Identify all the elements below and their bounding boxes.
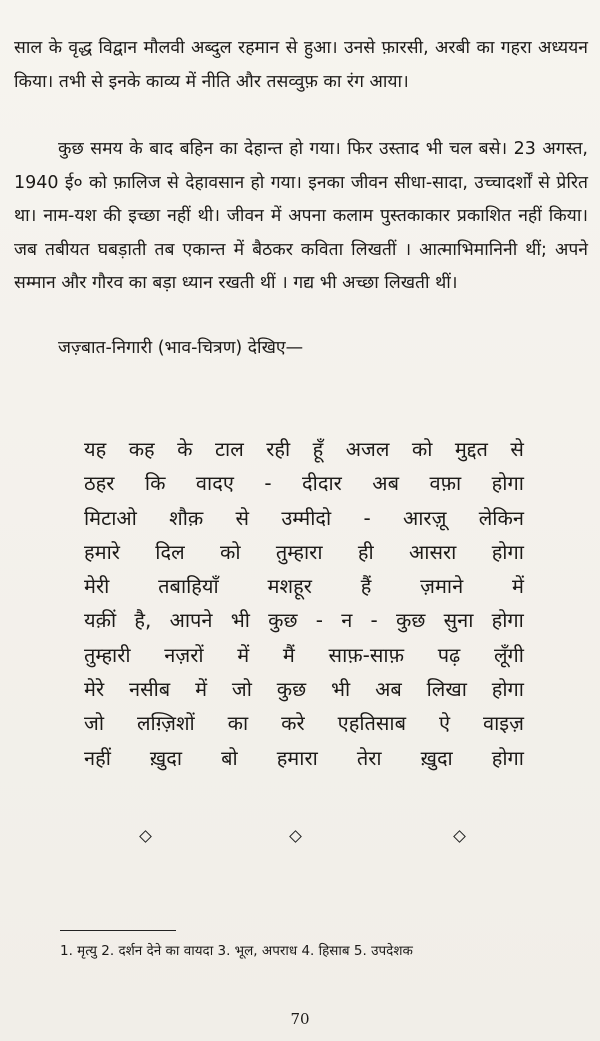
poem-word: नज़रों — [164, 642, 204, 667]
poem-word: तुम्हारा — [275, 539, 323, 564]
poem-word: लेकिन — [478, 505, 524, 530]
poem-word: कि — [144, 471, 166, 496]
poem-word: मैं — [282, 642, 295, 667]
poem-word: भी — [230, 608, 250, 633]
poem-word: वफ़ा — [429, 471, 462, 496]
poem-word: सुना — [443, 608, 474, 633]
poem-word: मेरे — [84, 677, 105, 702]
poem-word: को — [411, 437, 433, 461]
poem-word: कुछ — [395, 608, 426, 633]
poem-word: तुम्हारी — [84, 642, 131, 667]
poem-word: से — [235, 505, 250, 530]
poem-word: हूँ — [312, 437, 324, 461]
poem-word: यह — [84, 437, 107, 461]
poem-word: मिटाओ — [84, 505, 137, 530]
poem-word: ऐ — [438, 711, 451, 736]
poem-line — [84, 432, 524, 466]
poem-word: ज़माने — [420, 574, 464, 599]
footnotes: 1. मृत्यु 2. दर्शन देने का वायदा 3. भूल, अपराध 4. हिसाब 5. उपदेशक — [60, 943, 413, 959]
poem-word: अब — [375, 677, 402, 702]
poem-word: दीदार — [302, 471, 342, 496]
poem-word: तेरा — [356, 745, 382, 770]
poem-line — [84, 535, 524, 569]
poem-word: को — [220, 539, 241, 564]
page-number: 70 — [290, 1010, 310, 1028]
poem-word: के — [177, 437, 193, 461]
poem-word: मशहूर — [267, 574, 312, 599]
diamond-ornament-icon — [289, 830, 302, 843]
poem-word: में — [237, 642, 250, 667]
poem-word: नसीब — [128, 677, 171, 702]
poem-word: होगा — [491, 745, 524, 770]
poem-word: जो — [231, 677, 252, 702]
poem-word: जो — [84, 711, 105, 736]
poem-word: यक़ीं — [84, 608, 117, 633]
poem-word: ख़ुदा — [420, 745, 453, 770]
poem-word: हैं — [360, 574, 372, 599]
footnote-rule — [60, 930, 176, 931]
poem-word: पढ़ — [437, 642, 461, 667]
poem-word: ठहर — [84, 471, 115, 496]
poem-line — [84, 706, 524, 740]
poem-word: से — [510, 437, 524, 461]
poem-word: ख़ुदा — [149, 745, 183, 770]
poem-word: आपने — [169, 608, 213, 633]
poem-word: भी — [330, 677, 351, 702]
poem-word: होगा — [491, 471, 524, 496]
paragraph-biography: कुछ समय के बाद बहिन का देहान्त हो गया। फिर उस्ताद भी चल बसे। 23 अगस्त, 1940 ई० को फ़ालिज से देहावसान हो गया। इनका जीवन सीधा-सादा, उच्चादर्शों से प्रेरित था। नाम-यश की इच्छा नहीं थी। जीवन में अपना कलाम पुस्तकाकार प्रकाशित नहीं किया। जब तबीयत घबड़ाती तब एकान्त में बैठकर कविता लिखतीं । आत्माभिमानिनी थीं; अपने सम्मान और गौरव का बड़ा ध्यान रखती थीं । गद्य भी अच्छा लिखती थीं। — [14, 139, 588, 293]
poem-word: वाइज़ — [482, 711, 524, 736]
poem-word: में — [512, 574, 524, 599]
poem-line — [84, 741, 524, 775]
poem-word: - — [370, 608, 378, 633]
poem-word: मेरी — [84, 574, 110, 599]
poem-word: आरज़ू — [402, 505, 447, 530]
poem-word: कुछ — [268, 608, 298, 633]
poem-word: रही — [266, 437, 291, 461]
poem-word: टाल — [214, 437, 244, 461]
poem-word: हमारा — [276, 745, 318, 770]
poem-word: तबाहियाँ — [158, 574, 219, 599]
poem-word: अजल — [345, 437, 390, 461]
poem-word: - — [315, 608, 323, 633]
poem-line — [84, 466, 524, 500]
poem-intro: जज़्बात-निगारी (भाव-चित्रण) देखिए— — [58, 338, 304, 358]
poem-stanza — [84, 432, 524, 775]
poem-word: में — [195, 677, 208, 702]
poem-line — [84, 672, 524, 706]
poem-word: दिल — [155, 539, 185, 564]
poem-word: करे — [281, 711, 305, 736]
diamond-ornament-icon — [139, 830, 152, 843]
poem-word: लिखा — [426, 677, 467, 702]
diamond-ornament-icon — [453, 830, 466, 843]
poem-word: बो — [221, 745, 238, 770]
poem-word: मुद्दत — [454, 437, 488, 461]
poem-word: - — [264, 471, 272, 496]
poem-word: का — [227, 711, 249, 736]
section-divider — [0, 826, 600, 846]
poem-word: ही — [357, 539, 374, 564]
poem-line — [84, 638, 524, 672]
poem-word: होगा — [491, 539, 524, 564]
poem-word: - — [363, 505, 371, 530]
poem-line — [84, 569, 524, 603]
poem-word: लग़्ज़िशों — [136, 711, 195, 736]
poem-word: आसरा — [409, 539, 457, 564]
poem-word: अब — [372, 471, 399, 496]
poem-word: वादए — [195, 471, 234, 496]
poem-line — [84, 603, 524, 637]
poem-word: होगा — [491, 677, 524, 702]
poem-word: कह — [128, 437, 155, 461]
paragraph-continuation: साल के वृद्ध विद्वान मौलवी अब्दुल रहमान से हुआ। उनसे फ़ारसी, अरबी का गहरा अध्ययन किया। तभी से इनके काव्य में नीति और तसव्वुफ़ का रंग आया। — [14, 38, 588, 92]
poem-word: शौक़ — [169, 505, 204, 530]
poem-word: नहीं — [84, 745, 111, 770]
poem-word: एहतिसाब — [337, 711, 407, 736]
poem-word: कुछ — [276, 677, 307, 702]
poem-word: होगा — [491, 608, 524, 633]
poem-line — [84, 501, 524, 535]
poem-word: उम्मीदो — [281, 505, 332, 530]
poem-word: है, — [134, 608, 152, 633]
poem-word: साफ़-साफ़ — [328, 642, 405, 667]
poem-word: न — [341, 608, 353, 633]
poem-word: लूँगी — [493, 642, 524, 667]
poem-word: हमारे — [84, 539, 120, 564]
